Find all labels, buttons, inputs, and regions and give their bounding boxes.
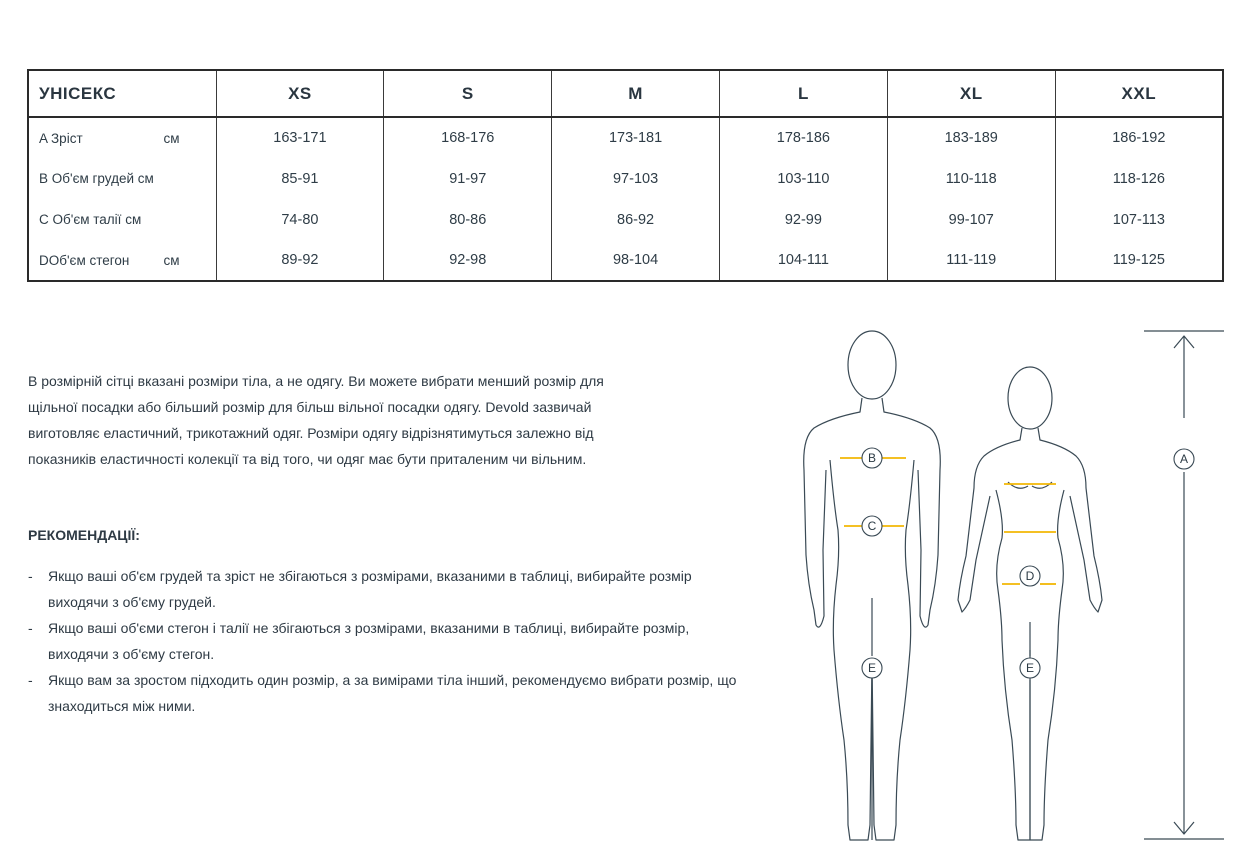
table-cell: 85-91 (216, 158, 384, 199)
table-cell: 103-110 (719, 158, 887, 199)
table-cell: 89-92 (216, 240, 384, 281)
measure-code: C (39, 212, 49, 227)
table-row-chest (28, 158, 1223, 199)
measure-label-chest (28, 158, 216, 199)
body-measurement-figure (790, 320, 1230, 850)
list-item (28, 615, 748, 667)
label-inseam-male: E (867, 661, 877, 675)
table-cell: 178-186 (719, 117, 887, 158)
table-cell: 183-189 (887, 117, 1055, 158)
table-cell: 99-107 (887, 199, 1055, 240)
table-cell: 98-104 (552, 240, 720, 281)
table-row-hips (28, 240, 1223, 281)
table-cell: 86-92 (552, 199, 720, 240)
bullet-dash: - (28, 568, 33, 584)
size-header-row (28, 70, 1223, 117)
table-row-height (28, 117, 1223, 158)
size-header-xs: XS (216, 70, 384, 117)
table-cell: 173-181 (552, 117, 720, 158)
list-item (28, 563, 748, 615)
recommendation-text: Якщо ваші об'єм грудей та зріст не збігаються з розмірами, вказаними в таблиці, вибирайте розмір виходячи з об'єму грудей. (48, 568, 692, 610)
table-cell: 91-97 (384, 158, 552, 199)
label-hips: D (1025, 569, 1035, 583)
list-item (28, 667, 748, 719)
recommendation-text: Якщо вам за зростом підходить один розмір, а за вимірами тіла інший, рекомендуємо вибрати розмір, що знаходиться між ними. (48, 672, 737, 714)
table-cell: 186-192 (1055, 117, 1223, 158)
recommendations-list (28, 563, 748, 719)
bullet-dash: - (28, 620, 33, 636)
label-inseam-female: E (1025, 661, 1035, 675)
table-row-waist (28, 199, 1223, 240)
bullet-dash: - (28, 672, 33, 688)
measure-label-hips (28, 240, 216, 281)
size-header-m: M (552, 70, 720, 117)
table-cell: 80-86 (384, 199, 552, 240)
table-cell: 97-103 (552, 158, 720, 199)
label-waist: C (867, 519, 877, 533)
table-cell: 92-98 (384, 240, 552, 281)
recommendations-title: РЕКОМЕНДАЦІЇ: (28, 527, 140, 543)
table-cell: 111-119 (887, 240, 1055, 281)
table-cell: 110-118 (887, 158, 1055, 199)
measure-label-waist (28, 199, 216, 240)
intro-paragraph: В розмірній сітці вказані розміри тіла, а не одягу. Ви можете вибрати менший розмір для щільної посадки або більший розмір для більш вільної посадки одягу. Devold зазвичай виготовляє еластичний, трикотажний одяг. Розміри одягу відрізнятимуться залежно від показників еластичності колекції та від того, чи одяг має бути приталеним чи вільним. (28, 373, 604, 467)
size-header-xl: XL (887, 70, 1055, 117)
size-header-xxl: XXL (1055, 70, 1223, 117)
table-corner-label: УНІСЕКС (28, 70, 216, 117)
recommendation-text: Якщо ваші об'єми стегон і талії не збігаються з розмірами, вказаними в таблиці, вибирайте розмір, виходячи з об'єму стегон. (48, 620, 690, 662)
measure-name: Об'єм грудей (51, 171, 135, 186)
measure-code: A (39, 130, 48, 146)
measure-unit: см (163, 252, 180, 268)
label-height: A (1179, 452, 1189, 466)
table-cell: 118-126 (1055, 158, 1223, 199)
height-indicator (1144, 331, 1224, 839)
table-cell: 119-125 (1055, 240, 1223, 281)
table-cell: 104-111 (719, 240, 887, 281)
measure-unit: см (163, 130, 180, 146)
size-header-s: S (384, 70, 552, 117)
measure-unit: см (137, 171, 154, 186)
measure-code: D (39, 252, 49, 268)
table-cell: 74-80 (216, 199, 384, 240)
measure-name: Об'єм талії (52, 212, 122, 227)
measure-unit: см (125, 212, 142, 227)
table-cell: 107-113 (1055, 199, 1223, 240)
size-table (27, 69, 1224, 282)
table-cell: 163-171 (216, 117, 384, 158)
measure-label-height (28, 117, 216, 158)
measure-code: B (39, 171, 49, 186)
measure-name: Об'єм стегон (48, 252, 130, 268)
label-chest: B (867, 451, 877, 465)
table-cell: 92-99 (719, 199, 887, 240)
size-header-l: L (719, 70, 887, 117)
table-cell: 168-176 (384, 117, 552, 158)
measure-name: Зріст (51, 130, 83, 146)
